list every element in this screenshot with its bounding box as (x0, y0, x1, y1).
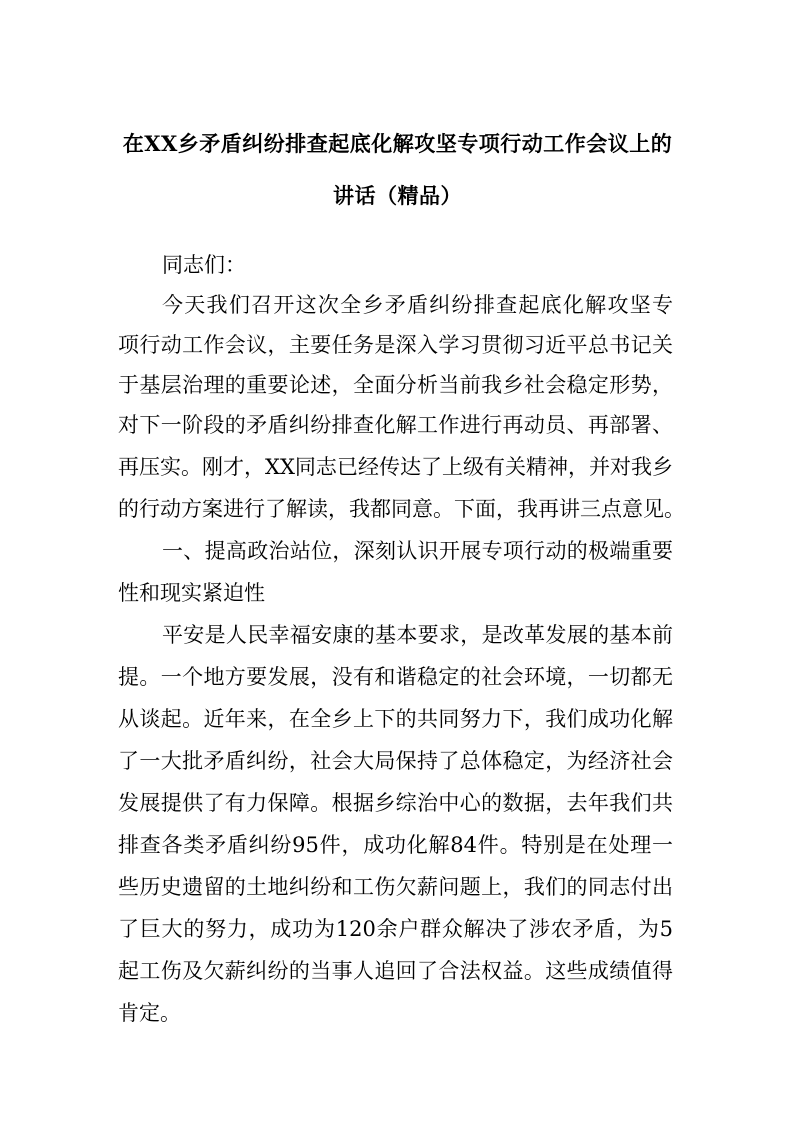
body-line: 肯定。 (118, 1001, 181, 1025)
body-line: 从谈起。近年来，在全乡上下的共同努力下，我们成功化解 (118, 707, 673, 731)
body-line: 排查各类矛盾纠纷95件，成功化解84件。特别是在处理一 (118, 833, 673, 857)
document-title-line-2: 讲话（精品） (333, 183, 462, 208)
body-line: 起工伤及欠薪纠纷的当事人追回了合法权益。这些成绩值得 (118, 959, 673, 983)
document-title-line-1: 在XX乡矛盾纠纷排查起底化解攻坚专项行动工作会议上的 (122, 131, 673, 156)
body-line: 些历史遗留的土地纠纷和工伤欠薪问题上，我们的同志付出 (118, 875, 673, 899)
body-line: 了一大批矛盾纠纷，社会大局保持了总体稳定，为经济社会 (118, 749, 673, 773)
body-line: 的行动方案进行了解读，我都同意。下面，我再讲三点意见。 (118, 497, 685, 521)
body-line: 对下一阶段的矛盾纠纷排查化解工作进行再动员、再部署、 (118, 413, 673, 437)
section-heading-1: 一、提高政治站位，深刻认识开展专项行动的极端重要 (162, 539, 673, 563)
body-line: 发展提供了有力保障。根据乡综治中心的数据，去年我们共 (118, 791, 673, 815)
body-line: 今天我们召开这次全乡矛盾纠纷排查起底化解攻坚专 (162, 293, 673, 317)
body-line: 项行动工作会议，主要任务是深入学习贯彻习近平总书记关 (118, 333, 673, 357)
body-line: 于基层治理的重要论述，全面分析当前我乡社会稳定形势， (118, 373, 673, 397)
body-line: 再压实。刚才，XX同志已经传达了上级有关精神，并对我乡 (118, 455, 673, 479)
section-heading-1-cont: 性和现实紧迫性 (118, 581, 265, 605)
body-line: 了巨大的努力，成功为120余户群众解决了涉农矛盾，为5 (118, 917, 673, 941)
salutation: 同志们： (162, 253, 246, 277)
body-line: 平安是人民幸福安康的基本要求，是改革发展的基本前 (162, 623, 673, 647)
body-line: 提。一个地方要发展，没有和谐稳定的社会环境，一切都无 (118, 665, 673, 689)
